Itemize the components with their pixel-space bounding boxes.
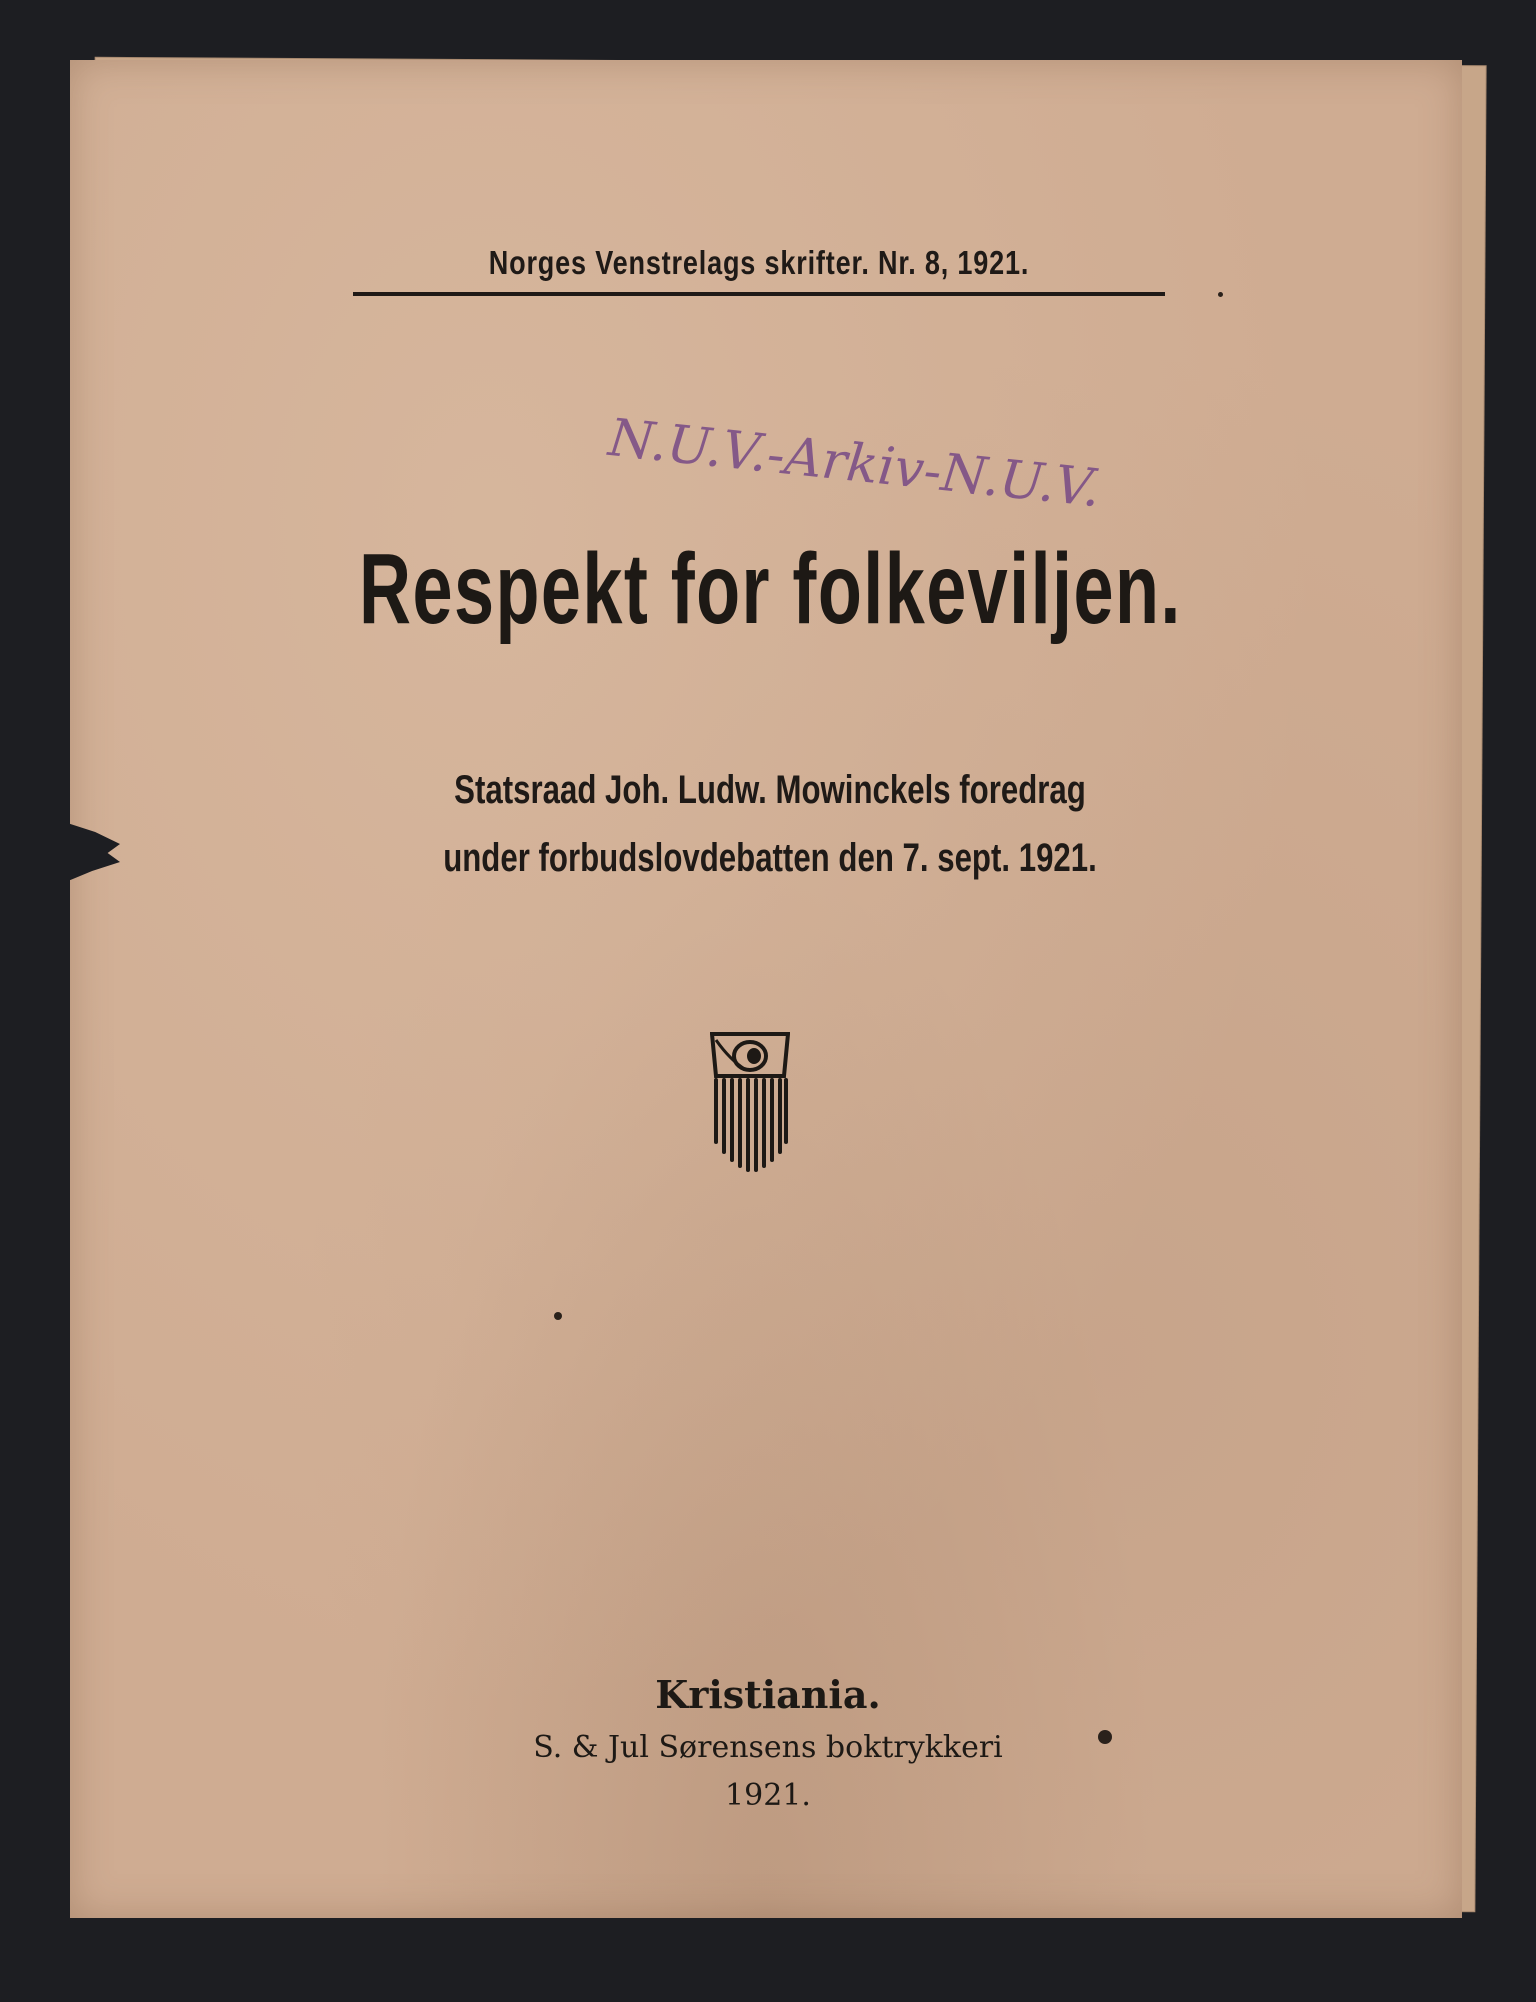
archive-stamp: N.U.V.-Arkiv-N.U.V. xyxy=(605,408,1103,520)
series-heading: Norges Venstrelags skrifter. Nr. 8, 1921. xyxy=(488,244,1030,281)
page-title: Respekt for folkeviljen. xyxy=(359,533,1182,645)
publisher-emblem-icon xyxy=(710,1030,790,1176)
ink-spot xyxy=(554,1312,562,1320)
ink-spot xyxy=(1098,1730,1112,1744)
subtitle-line-2: under forbudslovdebatten den 7. sept. 1921. xyxy=(443,836,1097,880)
cover-page xyxy=(70,60,1462,1918)
imprint-printer: S. & Jul Sørensens boktrykkeri xyxy=(533,1730,1003,1765)
imprint-year: 1921. xyxy=(725,1778,811,1813)
imprint-place: Kristiania. xyxy=(655,1672,881,1717)
subtitle xyxy=(341,756,1199,892)
subtitle-line-1: Statsraad Joh. Ludw. Mowinckels foredrag xyxy=(454,768,1086,812)
series-underline xyxy=(353,292,1165,296)
ink-spot xyxy=(1218,292,1223,297)
